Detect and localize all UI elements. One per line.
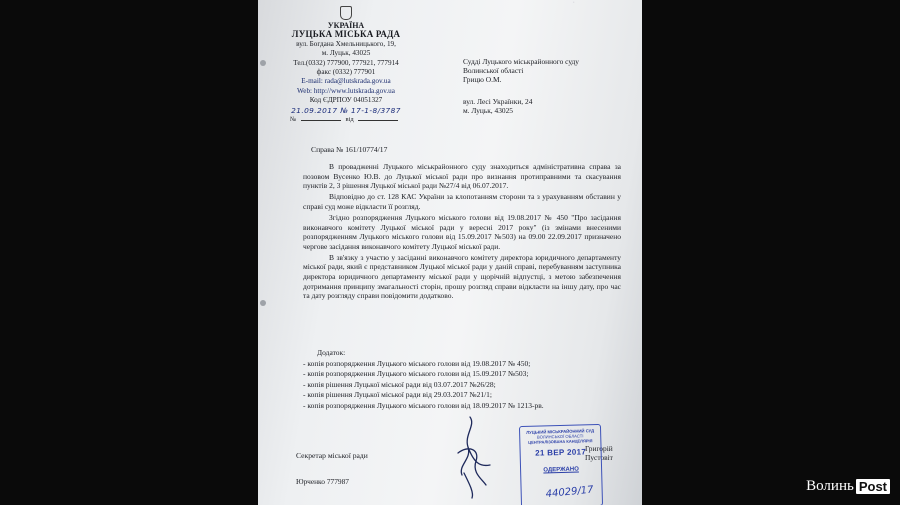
date-rule (358, 120, 398, 121)
attachments (303, 348, 621, 412)
stamp-region: ВОЛИНСЬКОЇ ОБЛАСТІ (536, 433, 584, 440)
attachments-title: Додаток: (317, 348, 346, 357)
stamp-office: ЦЕНТРАЛІЗОВАНА КАНЦЕЛЯРІЯ (528, 438, 593, 445)
document-page (258, 0, 642, 505)
letterhead-code: Код ЄДРПОУ 04051327 (309, 96, 383, 105)
body-paragraph: Згідно розпорядження Луцького міського голови від 19.08.2017 № 450 "Про засідання виконавчого комітету Луцької міської ради у вересні 2017 року" (із змінами внесеними розпорядженням Луцького міського голови від 15.09.2017 №503) на 09.00 22.09.2017 призначено чергове засідання виконавчого комітету Луцької міської ради. (303, 212, 621, 251)
attachment-item: - копія розпорядження Луцького міського голови від 19.08.2017 № 450; (303, 358, 531, 368)
corner-mark: · (573, 0, 575, 6)
number-line (276, 115, 416, 124)
stamp-received: ОДЕРЖАНО (543, 466, 579, 474)
court-received-stamp (519, 424, 603, 505)
signatory-name: Григорій Пустовіт (585, 444, 613, 462)
hole-punch (260, 60, 266, 66)
attachment-item: - копія рішення Луцької міської ради від 03.07.2017 №26/28; (303, 379, 496, 389)
signatory-position: Секретар міської ради (296, 451, 368, 460)
watermark-brand: Волинь (806, 478, 854, 494)
stamp-handwritten-number: 44029/17 (545, 484, 595, 501)
attachment-item: - копія розпорядження Луцького міського голови від 18.09.2017 № 1213-рв. (303, 400, 544, 410)
addressee-line: Судді Луцького міськрайонного суду (463, 57, 580, 66)
letterhead-city: м. Луцьк, 43025 (321, 49, 371, 58)
handwritten-outgoing-ref: 21.09.2017 № 17-1-8/3787 (291, 105, 401, 115)
body-paragraph: В зв'язку з участю у засіданні виконавчого комітету директора юридичного департаменту міської ради, який є представником Луцької міської ради у даній справі, перебуванням заступника директора юридичного департаменту міської ради у щорічній відпустці, з метою забезпечення дотримання принципу змагальності сторін, прошу розгляд справи відкласти на іншу дату, про час та дату розгляду справи повідомити додатково. (303, 252, 621, 301)
letterhead-fax: факс (0332) 777901 (316, 68, 376, 77)
attachment-item: - копія рішення Луцької міської ради від 29.03.2017 №21/1; (303, 390, 493, 400)
letterhead-country: УКРАЇНА (327, 21, 365, 30)
site-watermark (806, 478, 890, 495)
body-paragraph: В провадженні Луцького міськрайонного суду знаходиться адміністративна справа за позовом Вусенко Ю.В. до Луцької міської ради про визнання протиправними та скасування пунктів 2, 3 рішення Луцької міської ради №27/4 від 06.07.2017. (303, 162, 621, 191)
executor-info: Юрченко 777987 (296, 477, 349, 486)
case-number: Справа № 161/10774/17 (311, 145, 388, 154)
letterhead (276, 6, 416, 124)
body-paragraph: Відповідно до ст. 128 КАС України за клопотанням сторони та з урахуванням обставин у справі суд може відкласти її розгляд. (303, 192, 621, 211)
addressee-street: вул. Лесі Українки, 24 (463, 97, 533, 106)
letterhead-email: E-mail: rada@lutskrada.gov.ua (301, 77, 391, 86)
watermark-post: Post (856, 479, 890, 494)
number-rule (301, 120, 341, 121)
number-prefix: № (290, 116, 297, 124)
hole-punch (260, 300, 266, 306)
addressee-line: Волинської області (463, 66, 524, 75)
stamp-date: 21 ВЕР 2017 (535, 447, 587, 458)
stamp-court-name: ЛУЦЬКИЙ МІСЬКРАЙОННИЙ СУД (526, 428, 595, 435)
letterhead-web: Web: http://www.lutskrada.gov.ua (297, 86, 395, 95)
addressee-address (463, 97, 638, 115)
letterhead-street: вул. Богдана Хмельницького, 19, (296, 39, 396, 48)
coat-of-arms-icon (340, 6, 352, 20)
letter-body (303, 162, 621, 302)
letterhead-tel: Тел.(0332) 777900, 777921, 777914 (293, 58, 399, 67)
attachment-item: - копія розпорядження Луцького міського голови від 15.09.2017 №503; (303, 369, 529, 379)
addressee-city: м. Луцьк, 43025 (463, 106, 513, 115)
handwritten-signature (450, 415, 496, 499)
addressee-block (463, 57, 638, 84)
addressee-line: Грицю О.М. (463, 75, 502, 84)
number-mid: від (345, 116, 354, 124)
letterhead-council: ЛУЦЬКА МІСЬКА РАДА (291, 29, 401, 40)
